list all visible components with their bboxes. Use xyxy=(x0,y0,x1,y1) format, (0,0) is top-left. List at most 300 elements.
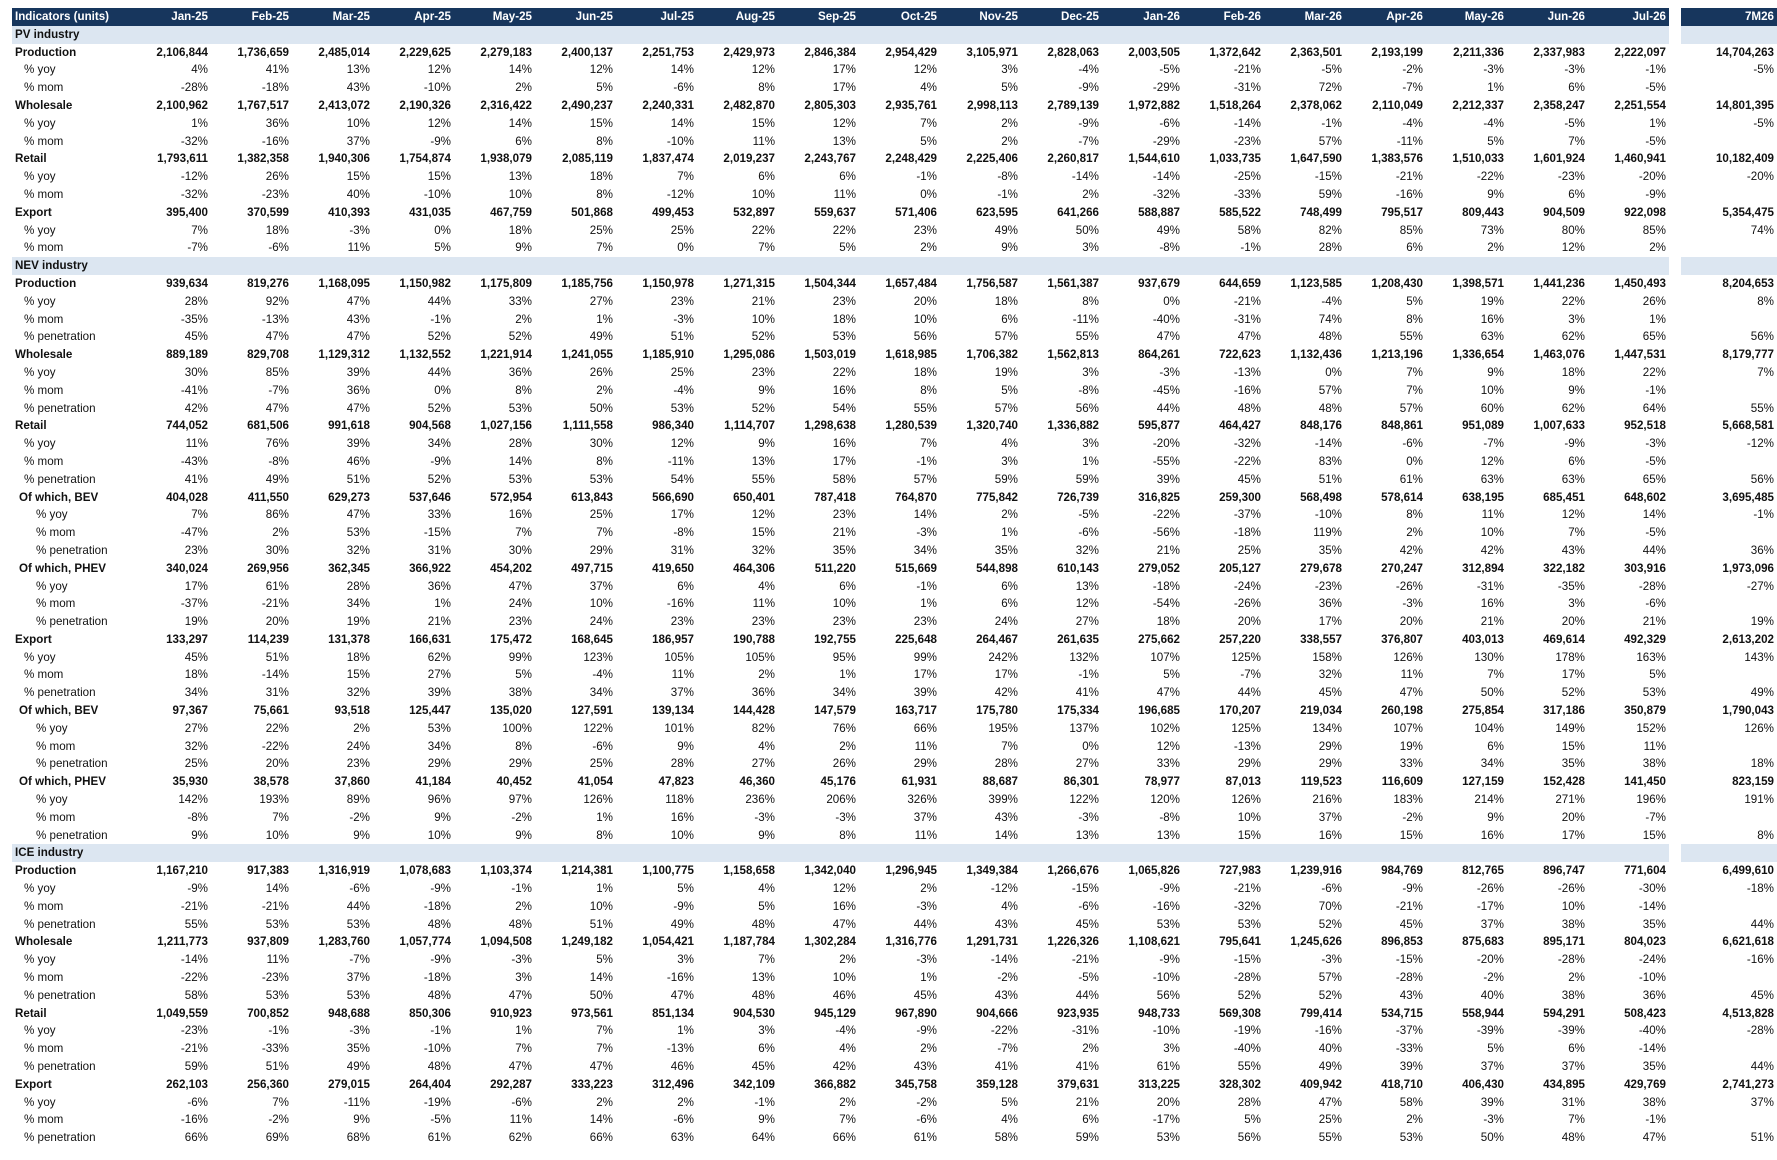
value-cell: 47% xyxy=(346,330,370,344)
section-header xyxy=(12,26,1777,44)
total-cell xyxy=(1681,79,1777,97)
value-cell: -35% xyxy=(1557,579,1585,593)
value-cell: 939,634 xyxy=(166,276,208,290)
value-cell: 1,111,558 xyxy=(562,419,613,433)
value-cell: 190,788 xyxy=(733,632,775,646)
value-cell: -39% xyxy=(1476,1024,1504,1038)
value-cell: 1,754,874 xyxy=(399,152,451,166)
value-cell: 127,159 xyxy=(1462,775,1504,789)
table-row xyxy=(12,560,1777,578)
value-cell: 764,870 xyxy=(895,490,937,504)
value-cell: 127,591 xyxy=(571,704,613,718)
value-cell: 464,306 xyxy=(733,561,775,575)
value-cell: 41% xyxy=(994,1060,1018,1074)
header-month: Jun-25 xyxy=(535,8,616,26)
value-cell: 1% xyxy=(1001,526,1018,540)
total-cell: -5% xyxy=(1753,116,1774,130)
value-cell: 152,428 xyxy=(1543,775,1585,789)
value-cell: 5% xyxy=(596,953,613,967)
value-cell: 125% xyxy=(1231,721,1261,735)
value-cell: 10% xyxy=(832,971,856,985)
total-cell xyxy=(1681,133,1777,151)
value-cell: 99% xyxy=(508,650,532,664)
gap-cell xyxy=(1669,79,1681,97)
value-cell: -32% xyxy=(1233,437,1261,451)
table-row xyxy=(12,1040,1777,1058)
value-cell: 537,646 xyxy=(409,490,451,504)
gap-cell xyxy=(1669,773,1681,791)
value-cell: -14% xyxy=(1071,170,1099,184)
value-cell: 29% xyxy=(1318,739,1342,753)
table-row xyxy=(12,275,1777,293)
value-cell: 54% xyxy=(832,401,856,415)
value-cell: 13% xyxy=(751,971,775,985)
value-cell: 5% xyxy=(1487,1042,1504,1056)
value-cell: 40% xyxy=(1480,988,1504,1002)
value-cell: 63% xyxy=(1561,472,1585,486)
value-cell: 2% xyxy=(839,1095,856,1109)
value-cell: 775,842 xyxy=(976,490,1018,504)
value-cell: 62% xyxy=(508,1131,532,1145)
value-cell: 30% xyxy=(508,543,532,557)
value-cell: 568,498 xyxy=(1300,490,1342,504)
value-cell: 2,429,973 xyxy=(723,45,775,59)
value-cell: 399% xyxy=(988,793,1018,807)
value-cell: 38% xyxy=(1561,917,1585,931)
value-cell: 86% xyxy=(265,508,289,522)
value-cell: 515,669 xyxy=(895,561,937,575)
value-cell: 27% xyxy=(1075,757,1099,771)
value-cell: 17% xyxy=(913,668,937,682)
total-cell: 55% xyxy=(1750,401,1774,415)
value-cell: 2,485,014 xyxy=(318,45,370,59)
value-cell: 681,506 xyxy=(247,419,289,433)
value-cell: 2% xyxy=(758,668,775,682)
value-cell: 726,739 xyxy=(1057,490,1099,504)
value-cell: 650,401 xyxy=(733,490,775,504)
value-cell: -10% xyxy=(423,81,451,95)
value-cell: 32% xyxy=(1318,668,1342,682)
value-cell: 63% xyxy=(1480,330,1504,344)
value-cell: -47% xyxy=(180,526,208,540)
total-cell xyxy=(1681,898,1777,916)
header-month: Jul-25 xyxy=(616,8,697,26)
value-cell: 1,114,707 xyxy=(724,419,775,433)
value-cell: 6% xyxy=(1487,739,1504,753)
value-cell: -21% xyxy=(1233,882,1261,896)
value-cell: 44% xyxy=(1642,543,1666,557)
value-cell: 1,187,784 xyxy=(723,935,775,949)
value-cell: 183% xyxy=(1393,793,1423,807)
value-cell: 196% xyxy=(1636,793,1666,807)
gap-cell xyxy=(1669,560,1681,578)
value-cell: 22% xyxy=(1561,294,1585,308)
value-cell: 2,490,237 xyxy=(561,98,613,112)
value-cell: -23% xyxy=(180,1024,208,1038)
total-cell: 56% xyxy=(1750,472,1774,486)
value-cell: 14% xyxy=(265,882,289,896)
value-cell: 29% xyxy=(1237,757,1261,771)
value-cell: -7% xyxy=(1240,668,1261,682)
value-cell: -14% xyxy=(180,953,208,967)
value-cell: -3% xyxy=(835,810,856,824)
value-cell: 1,736,659 xyxy=(237,45,289,59)
value-cell: 2,846,384 xyxy=(804,45,856,59)
value-cell: 36% xyxy=(265,116,289,130)
value-cell: -2% xyxy=(268,1113,289,1127)
value-cell: 22% xyxy=(265,721,289,735)
value-cell: 14% xyxy=(589,1113,613,1127)
value-cell: 12% xyxy=(589,63,613,77)
table-row xyxy=(12,79,1777,97)
value-cell: 2,190,326 xyxy=(399,98,451,112)
value-cell: 53% xyxy=(508,401,532,415)
value-cell: 216% xyxy=(1312,793,1342,807)
value-cell: 1,094,508 xyxy=(480,935,532,949)
value-cell: 17% xyxy=(994,668,1018,682)
value-cell: 2,828,063 xyxy=(1047,45,1099,59)
row-label: % mom xyxy=(24,187,64,201)
value-cell: -23% xyxy=(261,187,289,201)
value-cell: 1,398,571 xyxy=(1452,276,1504,290)
table-row xyxy=(12,453,1777,471)
value-cell: 42% xyxy=(994,686,1018,700)
gap-cell xyxy=(1669,1005,1681,1023)
value-cell: 1,150,978 xyxy=(642,276,694,290)
total-cell: 5,668,581 xyxy=(1722,419,1774,433)
value-cell: 12% xyxy=(832,882,856,896)
value-cell: 1,185,756 xyxy=(561,276,613,290)
value-cell: -14% xyxy=(1638,1042,1666,1056)
value-cell: 1,463,076 xyxy=(1533,348,1585,362)
value-cell: -20% xyxy=(1638,170,1666,184)
value-cell: -22% xyxy=(261,739,289,753)
value-cell: 1,938,079 xyxy=(480,152,532,166)
value-cell: 1,226,326 xyxy=(1047,935,1099,949)
value-cell: 15% xyxy=(1642,828,1666,842)
value-cell: 7% xyxy=(596,1042,613,1056)
value-cell: 12% xyxy=(1075,597,1099,611)
total-cell: 8% xyxy=(1757,294,1774,308)
value-cell: 12% xyxy=(1156,739,1180,753)
value-cell: 49% xyxy=(1156,223,1180,237)
table-row xyxy=(12,239,1777,257)
value-cell: 410,393 xyxy=(328,205,370,219)
total-cell xyxy=(1681,738,1777,756)
gap-cell xyxy=(1669,666,1681,684)
value-cell: 60% xyxy=(1480,401,1504,415)
total-cell xyxy=(1681,382,1777,400)
value-cell: 10% xyxy=(751,312,775,326)
value-cell: 45% xyxy=(184,330,208,344)
value-cell: 317,186 xyxy=(1543,704,1585,718)
value-cell: 45% xyxy=(184,650,208,664)
value-cell: 316,825 xyxy=(1138,490,1180,504)
table-row xyxy=(12,1058,1777,1076)
value-cell: 73% xyxy=(1480,223,1504,237)
gap-cell xyxy=(1669,649,1681,667)
value-cell: 32% xyxy=(184,739,208,753)
value-cell: 2,316,422 xyxy=(480,98,532,112)
value-cell: 945,129 xyxy=(814,1006,856,1020)
value-cell: 37% xyxy=(1480,917,1504,931)
row-label: % mom xyxy=(36,526,76,540)
value-cell: 7% xyxy=(920,116,937,130)
value-cell: -31% xyxy=(1233,312,1261,326)
value-cell: 25% xyxy=(1318,1113,1342,1127)
value-cell: 722,623 xyxy=(1219,348,1261,362)
value-cell: 123% xyxy=(583,650,613,664)
gap-cell xyxy=(1669,239,1681,257)
value-cell: 338,557 xyxy=(1300,632,1342,646)
value-cell: -3% xyxy=(916,899,937,913)
value-cell: -32% xyxy=(1152,187,1180,201)
table-row xyxy=(12,400,1777,418)
value-cell: 12% xyxy=(1561,241,1585,255)
value-cell: 8% xyxy=(596,828,613,842)
row-label: % yoy xyxy=(24,882,56,896)
value-cell: 39% xyxy=(346,365,370,379)
value-cell: 2,225,406 xyxy=(966,152,1018,166)
value-cell: 1,241,055 xyxy=(561,348,613,362)
total-cell xyxy=(1681,453,1777,471)
value-cell: 454,202 xyxy=(490,561,532,575)
value-cell: 134% xyxy=(1312,721,1342,735)
value-cell: 904,530 xyxy=(733,1006,775,1020)
value-cell: 52% xyxy=(427,330,451,344)
value-cell: 33% xyxy=(1399,757,1423,771)
value-cell: -6% xyxy=(511,1095,532,1109)
value-cell: 13% xyxy=(508,170,532,184)
value-cell: 27% xyxy=(427,668,451,682)
total-cell: 8,179,777 xyxy=(1722,348,1774,362)
value-cell: 1,316,776 xyxy=(885,935,937,949)
value-cell: 236% xyxy=(745,793,775,807)
gap-cell xyxy=(1669,898,1681,916)
value-cell: 45% xyxy=(913,988,937,1002)
value-cell: 895,171 xyxy=(1543,935,1585,949)
value-cell: -5% xyxy=(1078,971,1099,985)
value-cell: 6% xyxy=(1568,454,1585,468)
value-cell: -33% xyxy=(261,1042,289,1056)
value-cell: 13% xyxy=(751,454,775,468)
value-cell: 82% xyxy=(1318,223,1342,237)
section-title: ICE industry xyxy=(12,844,1669,862)
value-cell: -1% xyxy=(1645,383,1666,397)
value-cell: 42% xyxy=(832,1060,856,1074)
value-cell: 52% xyxy=(1318,917,1342,931)
value-cell: 63% xyxy=(1480,472,1504,486)
value-cell: 15% xyxy=(1561,739,1585,753)
value-cell: 36% xyxy=(346,383,370,397)
value-cell: 125% xyxy=(1231,650,1261,664)
value-cell: 7% xyxy=(1568,1113,1585,1127)
value-cell: 429,769 xyxy=(1624,1077,1666,1091)
value-cell: 922,098 xyxy=(1624,205,1666,219)
value-cell: 4% xyxy=(1001,437,1018,451)
value-cell: 904,509 xyxy=(1543,205,1585,219)
value-cell: -9% xyxy=(430,953,451,967)
value-cell: 1,372,642 xyxy=(1209,45,1261,59)
value-cell: 53% xyxy=(346,917,370,931)
value-cell: 419,650 xyxy=(652,561,694,575)
value-cell: -33% xyxy=(1233,187,1261,201)
gap-cell xyxy=(1669,684,1681,702)
value-cell: -16% xyxy=(1233,383,1261,397)
value-cell: 152% xyxy=(1636,721,1666,735)
total-cell xyxy=(1681,969,1777,987)
value-cell: 44% xyxy=(1156,401,1180,415)
value-cell: 951,089 xyxy=(1462,419,1504,433)
value-cell: 559,637 xyxy=(814,205,856,219)
value-cell: 36% xyxy=(1318,597,1342,611)
value-cell: -13% xyxy=(261,312,289,326)
value-cell: 18% xyxy=(913,365,937,379)
total-cell: 7% xyxy=(1757,365,1774,379)
value-cell: 88,687 xyxy=(982,775,1018,789)
value-cell: 6% xyxy=(758,170,775,184)
value-cell: 48% xyxy=(751,988,775,1002)
value-cell: 100% xyxy=(502,721,532,735)
value-cell: 12% xyxy=(670,437,694,451)
row-label: % mom xyxy=(24,312,64,326)
value-cell: 1,266,676 xyxy=(1047,864,1099,878)
row-label: % penetration xyxy=(24,988,96,1002)
value-cell: 135,020 xyxy=(490,704,532,718)
gap-cell xyxy=(1669,791,1681,809)
value-cell: -24% xyxy=(1638,953,1666,967)
value-cell: 1,460,941 xyxy=(1614,152,1666,166)
value-cell: 18% xyxy=(1561,365,1585,379)
value-cell: 464,427 xyxy=(1219,419,1261,433)
value-cell: 66% xyxy=(184,1131,208,1145)
value-cell: 279,052 xyxy=(1138,561,1180,575)
value-cell: 163,717 xyxy=(895,704,937,718)
value-cell: 107% xyxy=(1150,650,1180,664)
header-label: Indicators (units) xyxy=(12,8,130,26)
table-row xyxy=(12,987,1777,1005)
value-cell: 15% xyxy=(751,526,775,540)
value-cell: 1,342,040 xyxy=(804,864,856,878)
value-cell: 411,550 xyxy=(247,490,289,504)
table-row xyxy=(12,204,1777,222)
value-cell: 120% xyxy=(1150,793,1180,807)
table-row xyxy=(12,97,1777,115)
value-cell: -6% xyxy=(592,739,613,753)
value-cell: 6% xyxy=(1568,187,1585,201)
value-cell: 14% xyxy=(670,63,694,77)
value-cell: -41% xyxy=(180,383,208,397)
value-cell: 0% xyxy=(1082,739,1099,753)
value-cell: 47% xyxy=(1642,1131,1666,1145)
value-cell: 16% xyxy=(670,810,694,824)
value-cell: 57% xyxy=(1318,971,1342,985)
gap-cell xyxy=(1669,933,1681,951)
value-cell: 9% xyxy=(758,383,775,397)
value-cell: 29% xyxy=(1318,757,1342,771)
value-cell: 19% xyxy=(994,365,1018,379)
value-cell: 43% xyxy=(1561,543,1585,557)
value-cell: 5% xyxy=(1487,134,1504,148)
value-cell: 144,428 xyxy=(733,704,775,718)
value-cell: 53% xyxy=(589,472,613,486)
value-cell: 12% xyxy=(751,508,775,522)
value-cell: 32% xyxy=(1075,543,1099,557)
value-cell: 24% xyxy=(508,597,532,611)
value-cell: -11% xyxy=(1072,312,1099,326)
value-cell: 9% xyxy=(758,828,775,842)
value-cell: 17% xyxy=(1561,668,1585,682)
value-cell: -4% xyxy=(592,668,613,682)
value-cell: 1,132,552 xyxy=(399,348,451,362)
value-cell: 26% xyxy=(1642,294,1666,308)
value-cell: 1,837,474 xyxy=(642,152,694,166)
value-cell: -15% xyxy=(1071,882,1099,896)
value-cell: 23% xyxy=(508,615,532,629)
table-row xyxy=(12,115,1777,133)
value-cell: 30% xyxy=(589,437,613,451)
value-cell: 45% xyxy=(1399,917,1423,931)
value-cell: 62% xyxy=(1561,401,1585,415)
row-label: % penetration xyxy=(36,828,108,842)
table-row xyxy=(12,1022,1777,1040)
value-cell: -28% xyxy=(1395,971,1423,985)
value-cell: 5% xyxy=(839,241,856,255)
row-label: % yoy xyxy=(36,579,68,593)
header-month: Mar-26 xyxy=(1264,8,1345,26)
value-cell: 2% xyxy=(920,241,937,255)
table-row xyxy=(12,346,1777,364)
value-cell: 11% xyxy=(914,828,937,842)
value-cell: -6% xyxy=(916,1113,937,1127)
value-cell: 48% xyxy=(1318,401,1342,415)
value-cell: 350,879 xyxy=(1624,704,1666,718)
row-label: % mom xyxy=(24,668,64,682)
value-cell: 51% xyxy=(265,1060,289,1074)
value-cell: 101% xyxy=(664,721,694,735)
value-cell: 0% xyxy=(434,383,451,397)
table-row xyxy=(12,524,1777,542)
value-cell: 48% xyxy=(427,1060,451,1074)
value-cell: 50% xyxy=(589,988,613,1002)
value-cell: 48% xyxy=(508,917,532,931)
value-cell: 1,168,095 xyxy=(318,276,370,290)
value-cell: 7% xyxy=(1406,383,1423,397)
value-cell: 3% xyxy=(515,971,532,985)
value-cell: -5% xyxy=(1564,116,1585,130)
value-cell: 1,291,731 xyxy=(966,935,1018,949)
value-cell: -21% xyxy=(261,899,289,913)
value-cell: 7% xyxy=(1487,668,1504,682)
value-cell: -28% xyxy=(1638,579,1666,593)
value-cell: 47% xyxy=(508,988,532,1002)
row-label: % yoy xyxy=(24,437,56,451)
value-cell: -3% xyxy=(1483,63,1504,77)
value-cell: -3% xyxy=(349,1024,370,1038)
value-cell: 1,383,576 xyxy=(1371,152,1423,166)
value-cell: -2% xyxy=(997,971,1018,985)
value-cell: 21% xyxy=(1480,615,1504,629)
value-cell: 558,944 xyxy=(1462,1006,1504,1020)
value-cell: 31% xyxy=(670,543,694,557)
header-month: Nov-25 xyxy=(940,8,1021,26)
gap-cell xyxy=(1669,97,1681,115)
row-label: % yoy xyxy=(24,223,56,237)
value-cell: 5% xyxy=(1649,668,1666,682)
value-cell: 52% xyxy=(1318,988,1342,1002)
value-cell: 48% xyxy=(427,988,451,1002)
value-cell: 166,631 xyxy=(409,632,451,646)
